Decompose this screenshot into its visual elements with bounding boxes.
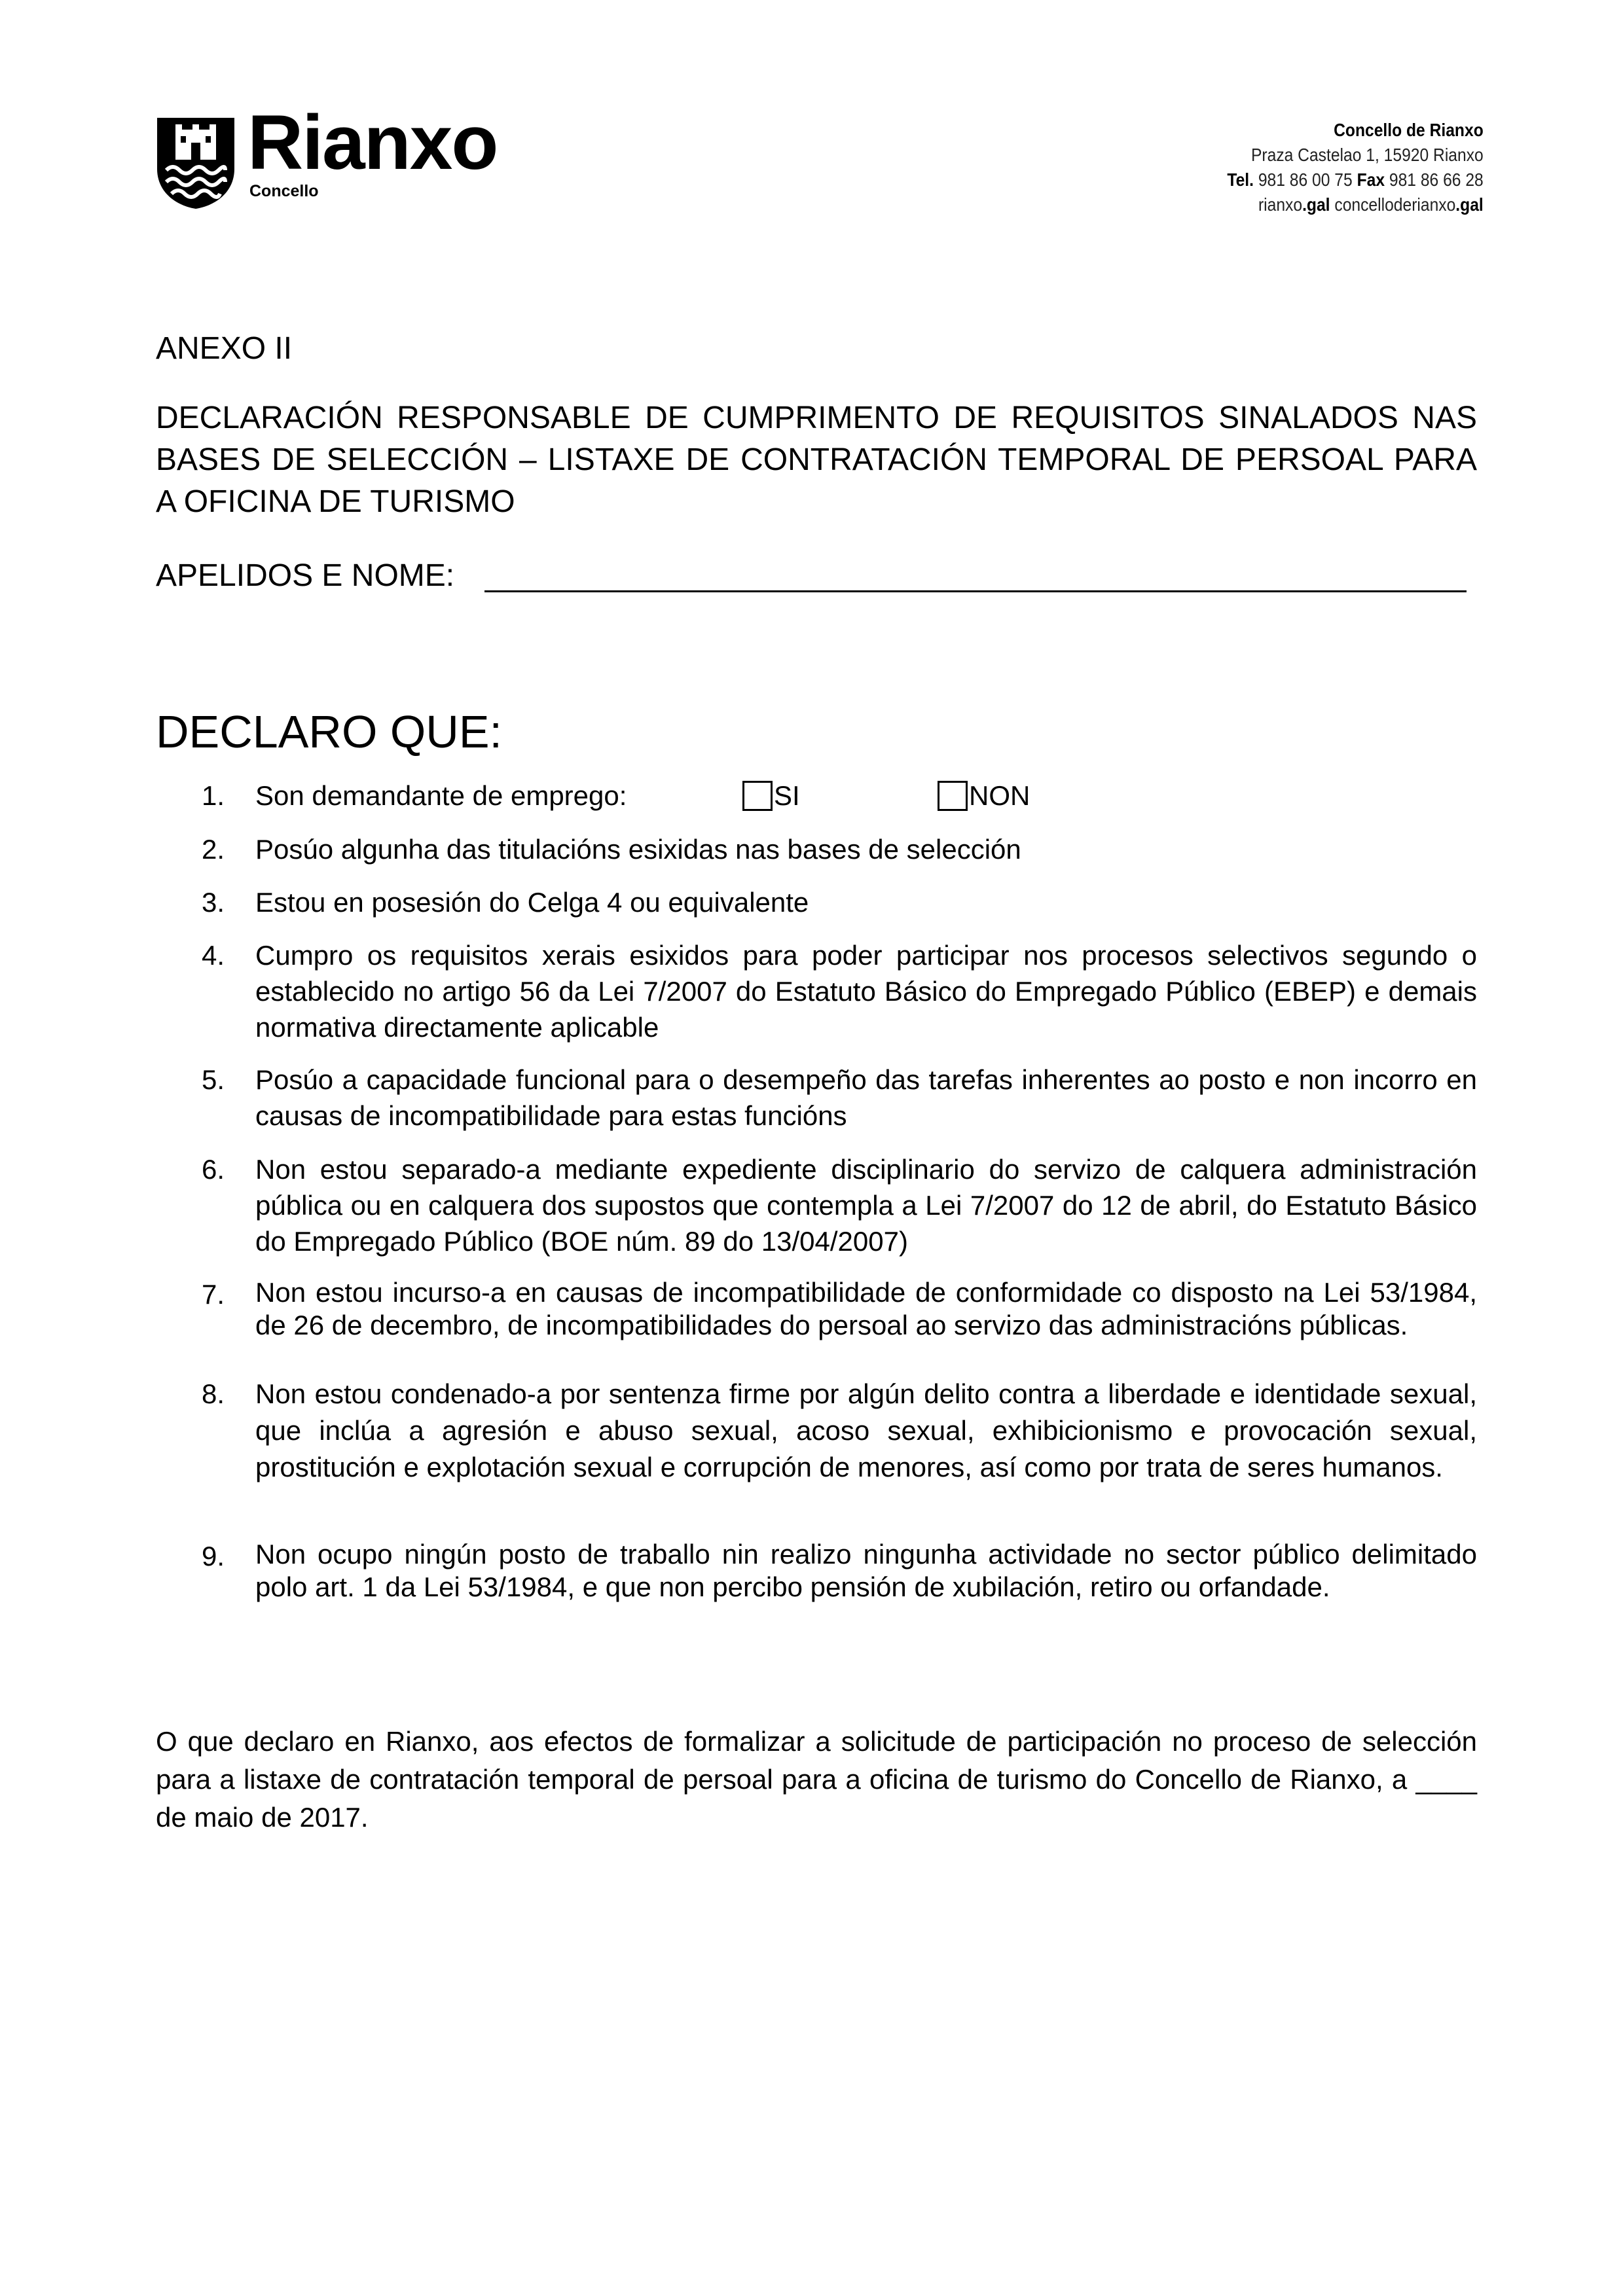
item-number: 8.	[202, 1378, 225, 1409]
tel-label: Tel.	[1227, 170, 1254, 190]
list-item: Estou en posesión do Celga 4 ou equivalente	[255, 887, 809, 918]
concello-logo	[156, 99, 522, 215]
checkbox-si[interactable]	[742, 781, 773, 811]
logo-subtitle: Concello	[249, 182, 319, 200]
item-number: 4.	[202, 940, 225, 971]
item-number: 1.	[202, 780, 225, 811]
item-number: 5.	[202, 1064, 225, 1095]
web-link-2[interactable]	[1335, 194, 1484, 215]
fax-number: 981 86 66 28	[1389, 170, 1484, 190]
list-item: Non estou incurso-a en causas de incompatibilidade de conformidade co disposto na Lei 53/1984, de 26 de decembro, de incompatibilidades do persoal ao servizo das administracións públicas.	[255, 1277, 1477, 1340]
web-2-name: concelloderianxo	[1334, 194, 1456, 215]
declaro-heading: DECLARO QUE:	[156, 706, 502, 757]
list-item: Non estou separado-a mediante expediente disciplinario do servizo de calquera administración pública ou en calquera dos supostos que contempla a Lei 7/2007 do 12 de abril, do Estatuto Básico do Empregado Público (BOE núm. 89 do 13/04/2007)	[255, 1154, 1477, 1257]
list-item: Posúo a capacidade funcional para o desempeño das tarefas inherentes ao posto e non incorro en causas de incompatibilidade para estas funcións	[255, 1064, 1477, 1131]
list-item: Son demandante de emprego:	[255, 780, 627, 811]
web-link-1[interactable]	[1258, 194, 1330, 215]
org-name: Concello de Rianxo	[1334, 120, 1484, 140]
list-item: Posúo algunha das titulacións esixidas nas bases de selección	[255, 834, 1021, 865]
logo-wordmark: Rianxo	[247, 99, 498, 186]
web-2-tld: .gal	[1455, 194, 1484, 215]
web-line	[1228, 192, 1484, 217]
closing-paragraph: O que declaro en Rianxo, aos efectos de formalizar a solicitude de participación no proceso de selección para a listaxe de contratación temporal de persoal para a oficina de turismo do Concello de Rianxo, a ____ de maio de 2017.	[156, 1726, 1477, 1833]
name-label: APELIDOS E NOME:	[156, 558, 455, 593]
list-item: Non estou condenado-a por sentenza firme por algún delito contra a liberdade e identidade sexual, que inclúa a agresión e abuso sexual, acoso sexual, exhibicionismo e provocación sexual, prostitución e explotación sexual e corrupción de menores, así como por trata de seres humanos.	[255, 1378, 1477, 1482]
fax-label: Fax	[1357, 170, 1385, 190]
web-1-tld: .gal	[1302, 194, 1330, 215]
list-item: Non ocupo ningún posto de traballo nin realizo ningunha actividade no sector público delimitado polo art. 1 da Lei 53/1984, e que non percibo pensión de xubilación, retiro ou orfandade.	[255, 1539, 1477, 1602]
tel-number: 981 86 00 75	[1258, 170, 1353, 190]
item-number: 6.	[202, 1154, 225, 1185]
annex-label: ANEXO II	[156, 331, 293, 366]
contact-block	[1228, 118, 1484, 217]
web-1-name: rianxo	[1258, 194, 1303, 215]
item-number: 2.	[202, 834, 225, 865]
checkbox-non-label: NON	[969, 780, 1030, 811]
item-number: 9.	[202, 1541, 225, 1571]
document-title: DECLARACIÓN RESPONSABLE DE CUMPRIMENTO DE REQUISITOS SINALADOS NAS BASES DE SELECCIÓN – LISTAXE DE CONTRATACIÓN TEMPORAL DE PERSOAL PARA A OFICINA DE TURISMO	[156, 401, 1477, 519]
item-number: 3.	[202, 887, 225, 918]
item-number: 7.	[202, 1279, 225, 1310]
list-item: Cumpro os requisitos xerais esixidos para poder participar nos procesos selectivos segundo o establecido no artigo 56 da Lei 7/2007 do Estatuto Básico do Empregado Público (EBEP) e demais normativa directamente aplicable	[255, 940, 1477, 1043]
name-field[interactable]	[484, 590, 1467, 592]
phone-line	[1228, 168, 1484, 192]
checkbox-non[interactable]	[938, 781, 968, 811]
org-address: Praza Castelao 1, 15920 Rianxo	[1251, 145, 1484, 165]
checkbox-si-label: SI	[774, 780, 800, 811]
shield-icon	[156, 117, 236, 209]
